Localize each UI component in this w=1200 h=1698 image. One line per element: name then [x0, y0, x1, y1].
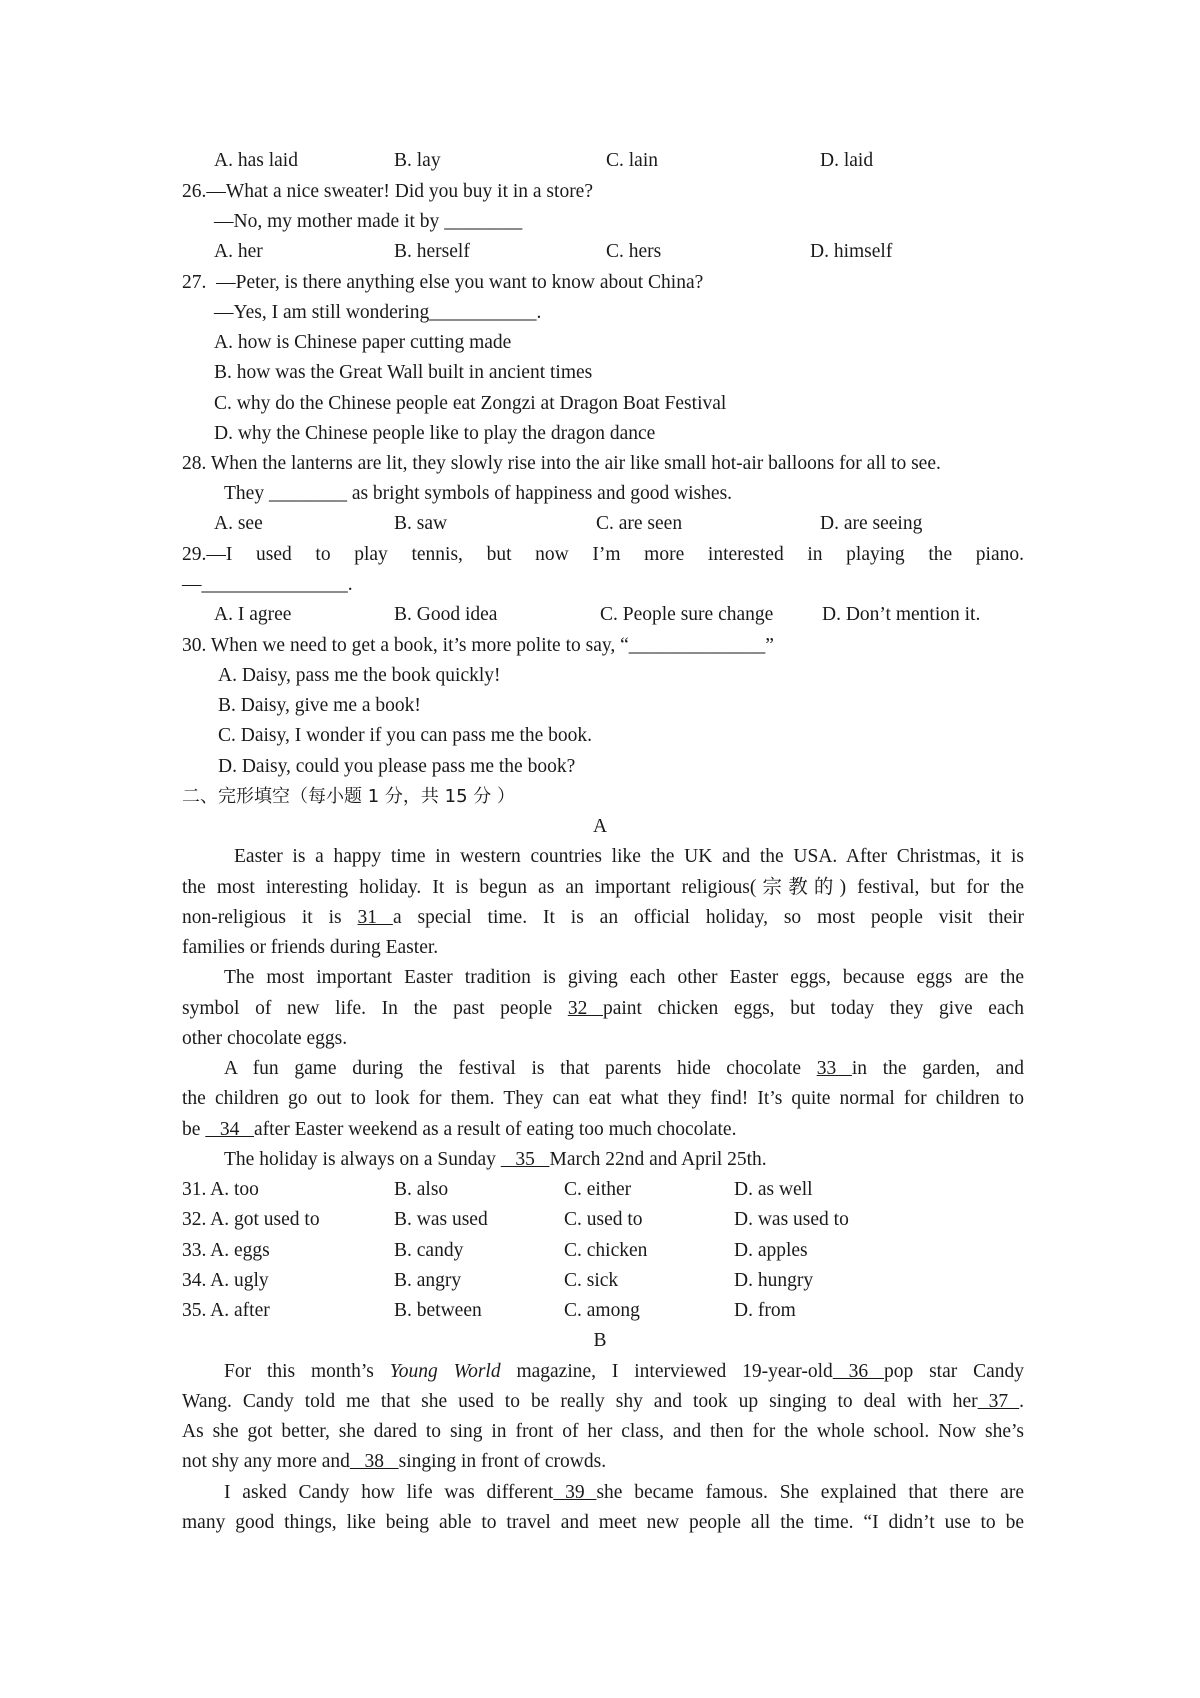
q25-option-c: C. lain [606, 150, 658, 171]
passage-a-p2-line2-rest: paint chicken eggs, but today they give each [602, 998, 1024, 1019]
q29-question: 29.—I used to play tennis, but now I’m more interested in playing the piano. [182, 544, 1024, 565]
passage-a-p1-line3-rest: a special time. It is an official holiday, so most people visit their [392, 907, 1025, 928]
choice-32-c: C. used to [564, 1209, 643, 1230]
choice-32-d: D. was used to [734, 1209, 849, 1230]
choice-33-b: B. candy [394, 1240, 464, 1261]
q28-question-line2: They ________ as bright symbols of happiness and good wishes. [224, 483, 733, 504]
choice-33-c: C. chicken [564, 1240, 648, 1261]
q25-option-d: D. laid [820, 150, 874, 171]
q27-option-a: A. how is Chinese paper cutting made [214, 332, 512, 353]
passage-a-p1-line4: families or friends during Easter. [182, 937, 439, 958]
q27-period: . [536, 302, 542, 323]
choice-31-c: C. either [564, 1179, 632, 1200]
choice-31-d: D. as well [734, 1179, 813, 1200]
q27-option-c: C. why do the Chinese people eat Zongzi at Dragon Boat Festival [214, 393, 727, 414]
passage-a-p1-line3-text: non-religious it is [182, 907, 358, 928]
passage-b-p1-line4-text: not shy any more and [182, 1451, 350, 1472]
blank-35: 35 [500, 1149, 550, 1170]
q29-blank-line: —_______________. [182, 574, 353, 595]
q26-blank: ________ [444, 211, 523, 232]
passage-a-p2-line2 [182, 997, 1024, 1021]
q26-option-c: C. hers [606, 241, 662, 262]
passage-a-label: A [592, 816, 608, 837]
q26-answer-line [214, 210, 522, 234]
choice-31-a: 31. A. too [182, 1179, 259, 1200]
passage-b-p1-line2-text: Wang. Candy told me that she used to be really shy and took up singing to deal with her [182, 1391, 978, 1412]
q29-option-a: A. I agree [214, 604, 292, 625]
passage-b-p1-line1-mid: magazine, I interviewed 19-year-old [500, 1361, 833, 1382]
passage-a-p1-line1: Easter is a happy time in western countries like the UK and the USA. After Christmas, it is [234, 846, 1024, 867]
q30-option-b: B. Daisy, give me a book! [218, 695, 421, 716]
passage-a-p4 [224, 1148, 767, 1172]
passage-b-p1-line4 [182, 1450, 606, 1474]
passage-a-p4-rest: March 22nd and April 25th. [549, 1149, 767, 1170]
passage-b-p1-line2-rest: . [1019, 1391, 1024, 1412]
passage-a-p3-line3-text: be [182, 1119, 206, 1140]
q30-option-d: D. Daisy, could you please pass me the book? [218, 756, 576, 777]
passage-b-p1-line1-rest: pop star Candy [883, 1361, 1025, 1382]
choice-35-c: C. among [564, 1300, 640, 1321]
blank-33: 33 [816, 1058, 852, 1079]
q28-question: 28. When the lanterns are lit, they slowly rise into the air like small hot-air balloons for all to see. [182, 453, 941, 474]
q26-option-d: D. himself [810, 241, 893, 262]
passage-a-p2-line3: other chocolate eggs. [182, 1028, 348, 1049]
q25-option-a: A. has laid [214, 150, 298, 171]
choice-31-b: B. also [394, 1179, 449, 1200]
passage-a-p3-line1-text: A fun game during the festival is that parents hide chocolate [224, 1058, 817, 1079]
q29-option-d: D. Don’t mention it. [822, 604, 981, 625]
choice-35-b: B. between [394, 1300, 482, 1321]
q27-option-b: B. how was the Great Wall built in ancient times [214, 362, 593, 383]
blank-31: 31 [357, 907, 393, 928]
q28-option-b: B. saw [394, 513, 448, 534]
passage-a-p3-line2: the children go out to look for them. They can eat what they find! It’s quite normal for children to [182, 1088, 1024, 1109]
passage-b-p2-line1-text: I asked Candy how life was different [224, 1482, 554, 1503]
blank-36: 36 [832, 1361, 884, 1382]
passage-b-p1-line4-rest: singing in front of crowds. [398, 1451, 607, 1472]
q28-option-d: D. are seeing [820, 513, 923, 534]
q27-answer-line [214, 301, 541, 325]
choice-34-d: D. hungry [734, 1270, 814, 1291]
choice-33-d: D. apples [734, 1240, 808, 1261]
passage-a-p1-line2: the most interesting holiday. It is begun as an important religious(宗教的) festival, but for the [182, 877, 1024, 898]
passage-a-p2-line1: The most important Easter tradition is giving each other Easter eggs, because eggs are the [224, 967, 1024, 988]
passage-a-p1-line3 [182, 906, 1024, 930]
choice-32-a: 32. A. got used to [182, 1209, 320, 1230]
magazine-title: Young World [389, 1361, 501, 1382]
q30-option-c: C. Daisy, I wonder if you can pass me the book. [218, 725, 593, 746]
blank-32: 32 [567, 998, 603, 1019]
passage-b-p2-line1 [182, 1481, 1024, 1505]
q28-option-a: A. see [214, 513, 263, 534]
choice-35-a: 35. A. after [182, 1300, 270, 1321]
q26-answer-text: —No, my mother made it by [214, 211, 445, 232]
q25-option-b: B. lay [394, 150, 441, 171]
q27-answer-text: —Yes, I am still wondering [214, 302, 430, 323]
q26-option-b: B. herself [394, 241, 470, 262]
section-title: 二、完形填空（每小题 1 分，共 15 分 ） [182, 786, 515, 807]
passage-b-p2-line2: many good things, like being able to travel and meet new people all the time. “I didn’t use to be [182, 1512, 1024, 1533]
q28-option-c: C. are seen [596, 513, 683, 534]
passage-b-p2-line1-rest: she became famous. She explained that there are [596, 1482, 1024, 1503]
q26-option-a: A. her [214, 241, 263, 262]
passage-b-label: B [593, 1330, 607, 1351]
passage-a-p4-text: The holiday is always on a Sunday [224, 1149, 501, 1170]
q26-question: 26.—What a nice sweater! Did you buy it in a store? [182, 181, 593, 202]
q29-option-b: B. Good idea [394, 604, 498, 625]
q27-blank: ___________ [429, 302, 537, 323]
blank-38: 38 [349, 1451, 399, 1472]
choice-33-a: 33. A. eggs [182, 1240, 270, 1261]
passage-a-p3-line3-rest: after Easter weekend as a result of eating too much chocolate. [254, 1119, 737, 1140]
blank-39: 39 [553, 1482, 597, 1503]
blank-34: 34 [205, 1119, 255, 1140]
passage-b-p1-line3: As she got better, she dared to sing in front of her class, and then for the whole school. Now she’s [182, 1421, 1024, 1442]
choice-34-b: B. angry [394, 1270, 462, 1291]
q30-question: 30. When we need to get a book, it’s more polite to say, “______________” [182, 635, 774, 656]
passage-b-p1-line2 [182, 1390, 1024, 1414]
passage-b-p1-line1 [182, 1360, 1024, 1384]
q30-option-a: A. Daisy, pass me the book quickly! [218, 665, 501, 686]
q27-option-d: D. why the Chinese people like to play the dragon dance [214, 423, 656, 444]
blank-37: 37 [977, 1391, 1020, 1412]
choice-35-d: D. from [734, 1300, 796, 1321]
choice-32-b: B. was used [394, 1209, 488, 1230]
choice-34-a: 34. A. ugly [182, 1270, 269, 1291]
passage-a-p2-line2-text: symbol of new life. In the past people [182, 998, 568, 1019]
passage-b-p1-line1-text: For this month’s [224, 1361, 390, 1382]
passage-a-p3-line1 [182, 1057, 1024, 1081]
passage-a-p3-line1-rest: in the garden, and [851, 1058, 1024, 1079]
choice-34-c: C. sick [564, 1270, 619, 1291]
q27-question: 27. —Peter, is there anything else you want to know about China? [182, 272, 704, 293]
passage-a-p3-line3 [182, 1118, 736, 1142]
q29-option-c: C. People sure change [600, 604, 774, 625]
